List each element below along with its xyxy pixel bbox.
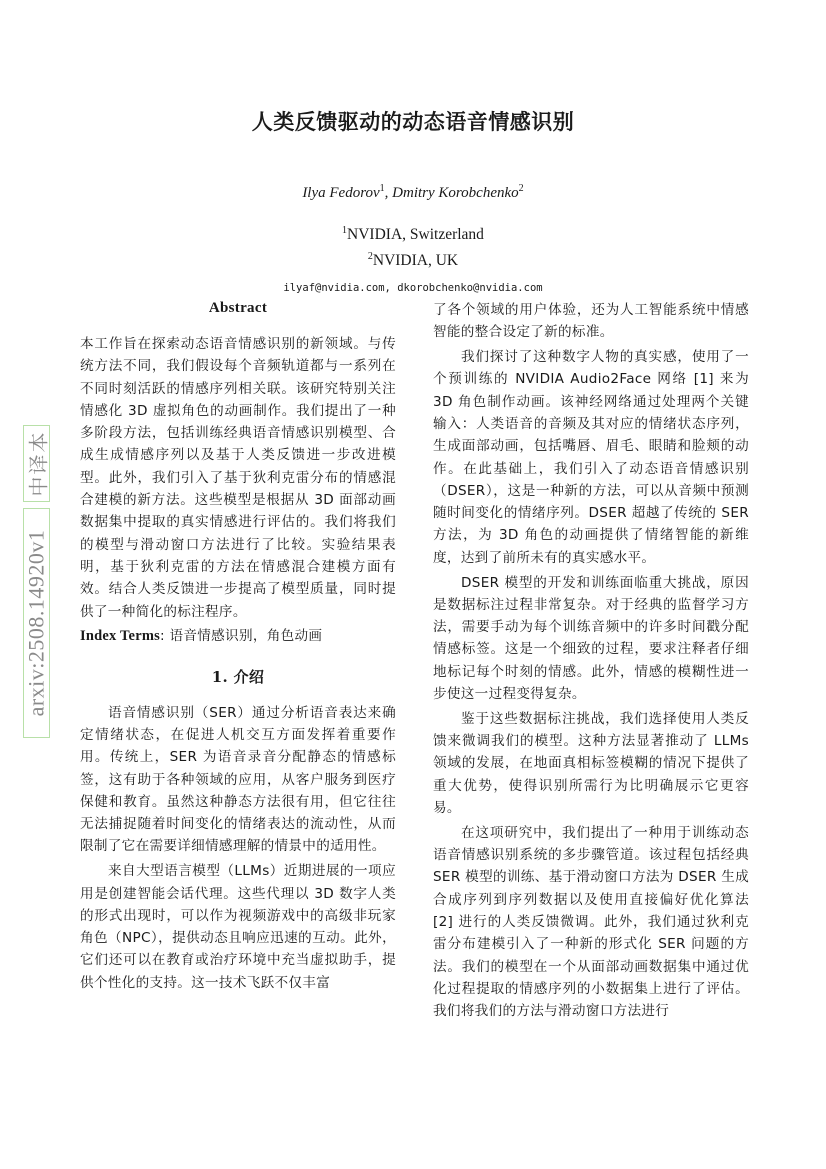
affiliation-text: NVIDIA, Switzerland — [347, 226, 484, 244]
paragraph: 来自大型语言模型（LLMs）近期进展的一项应用是创建智能会话代理。这些代理以 3D 数字人类的形式出现时，可以作为视频游戏中的高级非玩家角色（NPC），提供动态且响应迅速的互动。此外，它们还可以在教育或治疗环境中充当虚拟助手，提供个性化的支持。这一技术飞跃不仅丰富 — [80, 863, 396, 991]
paragraph-continued: 了各个领域的用户体验，还为人工智能系统中情感智能的整合设定了新的标准。 — [433, 302, 749, 341]
affiliation-mark: 1 — [342, 225, 348, 236]
translation-stamp — [23, 425, 50, 502]
index-terms-text: : 语音情感识别，角色动画 — [159, 628, 323, 645]
affiliation-mark: 2 — [367, 251, 373, 262]
paragraph: DSER 模型的开发和训练面临重大挑战，原因是数据标注过程非常复杂。对于经典的监督学习方法，需要手动为每个训练音频中的许多时间戳分配情感标签。这是一个细致的过程，要求注释者仔细地标记每个时刻的情感。此外，情感的模糊性进一步使这一过程变得复杂。 — [433, 574, 749, 703]
abstract-heading: Abstract — [208, 300, 268, 316]
affiliation-mark: 1 — [379, 183, 385, 194]
affiliation-text: NVIDIA, UK — [372, 252, 459, 270]
translation-label: 中译本 — [26, 430, 50, 497]
paragraph: 鉴于这些数据标注挑战，我们选择使用人类反馈来微调我们的模型。这种方法显著推动了 LLMs 领域的发展，在地面真相标签模糊的情况下提供了重大优势，使得识别所需行为比明确展示它更容易。 — [433, 710, 749, 817]
affiliation-mark: 2 — [518, 183, 524, 194]
paper-title: 人类反馈驱动的动态语音情感识别 — [251, 109, 575, 134]
section-heading: 1. 介绍 — [211, 667, 265, 686]
author-separator: , — [384, 185, 393, 201]
index-terms — [80, 625, 396, 647]
arxiv-stamp — [23, 508, 50, 738]
left-column — [80, 297, 396, 997]
right-column — [433, 299, 749, 1025]
paragraph: 在这项研究中，我们提出了一种用于训练动态语音情感识别系统的多步骤管道。该过程包括经典 SER 模型的训练、基于滑动窗口方法为 DSER 生成合成序列到序列数据以及使用直接偏好优化算法 [2] 进行的人类反馈微调。此外，我们通过狄利克雷分布建模引入了一种新的形式化 SER 问题的方法。我们的模型在一个从面部动画数据集中通过优化过程提取的情感序列的小数据集上进行了评估。我们将我们的方法与滑动窗口方法进行 — [433, 824, 749, 1020]
abstract-body: 本工作旨在探索动态语音情感识别的新领域。与传统方法不同，我们假设每个音频轨道都与一系列在不同时刻活跃的情感序列相关联。该研究特别关注情感化 3D 虚拟角色的动画制作。我们提出了一种多阶段方法，包括训练经典语音情感识别模型、合成生成情感序列以及基于人类反馈进一步改进模型。此外，我们引入了基于狄利克雷分布的情感混合建模的新方法。这些模型是根据从 3D 面部动画数据集中提取的真实情感进行评估的。我们将我们的模型与滑动窗口方法进行了比较。实验结果表明，基于狄利克雷的方法在情感混合建模方面有效。结合人类反馈进一步提高了模型质量，同时提供了一种简化的标注程序。 — [80, 336, 396, 620]
author-name: Dmitry Korobchenko — [392, 185, 519, 201]
paragraph: 语音情感识别（SER）通过分析语音表达来确定情绪状态，在促进人机交互方面发挥着重要作用。传统上，SER 为语音录音分配静态的情感标签，这有助于各种领域的应用，从客户服务到医疗保健和教育。虽然这种静态方法很有用，但它往往无法捕捉随着时间变化的情绪表达的流动性，从而限制了它在需要详细情感理解的情景中的适用性。 — [80, 704, 396, 855]
author-list — [0, 183, 826, 202]
affiliation-2 — [0, 251, 826, 270]
paragraph: 我们探讨了这种数字人物的真实感，使用了一个预训练的 NVIDIA Audio2Face 网络 [1] 来为 3D 角色制作动画。该神经网络通过处理两个关键输入：人类语音的音频及其对应的情绪状态序列，生成面部动画，包括嘴唇、眉毛、眼睛和脸颊的动作。在此基础上，我们引入了动态语音情感识别（DSER），这是一种新的方法，可以从音频中预测随时间变化的情绪序列。DSER 超越了传统的 SER 方法，为 3D 角色的动画提供了情绪智能的新维度，达到了前所未有的真实感水平。 — [433, 349, 749, 566]
author-name: Ilya Fedorov — [302, 185, 380, 201]
index-terms-label: Index Terms — [80, 628, 160, 645]
author-emails: ilyaf@nvidia.com, dkorobchenko@nvidia.com — [283, 282, 543, 294]
arxiv-id: arxiv:2508.14920v1 — [23, 529, 49, 717]
affiliation-1 — [0, 225, 826, 244]
